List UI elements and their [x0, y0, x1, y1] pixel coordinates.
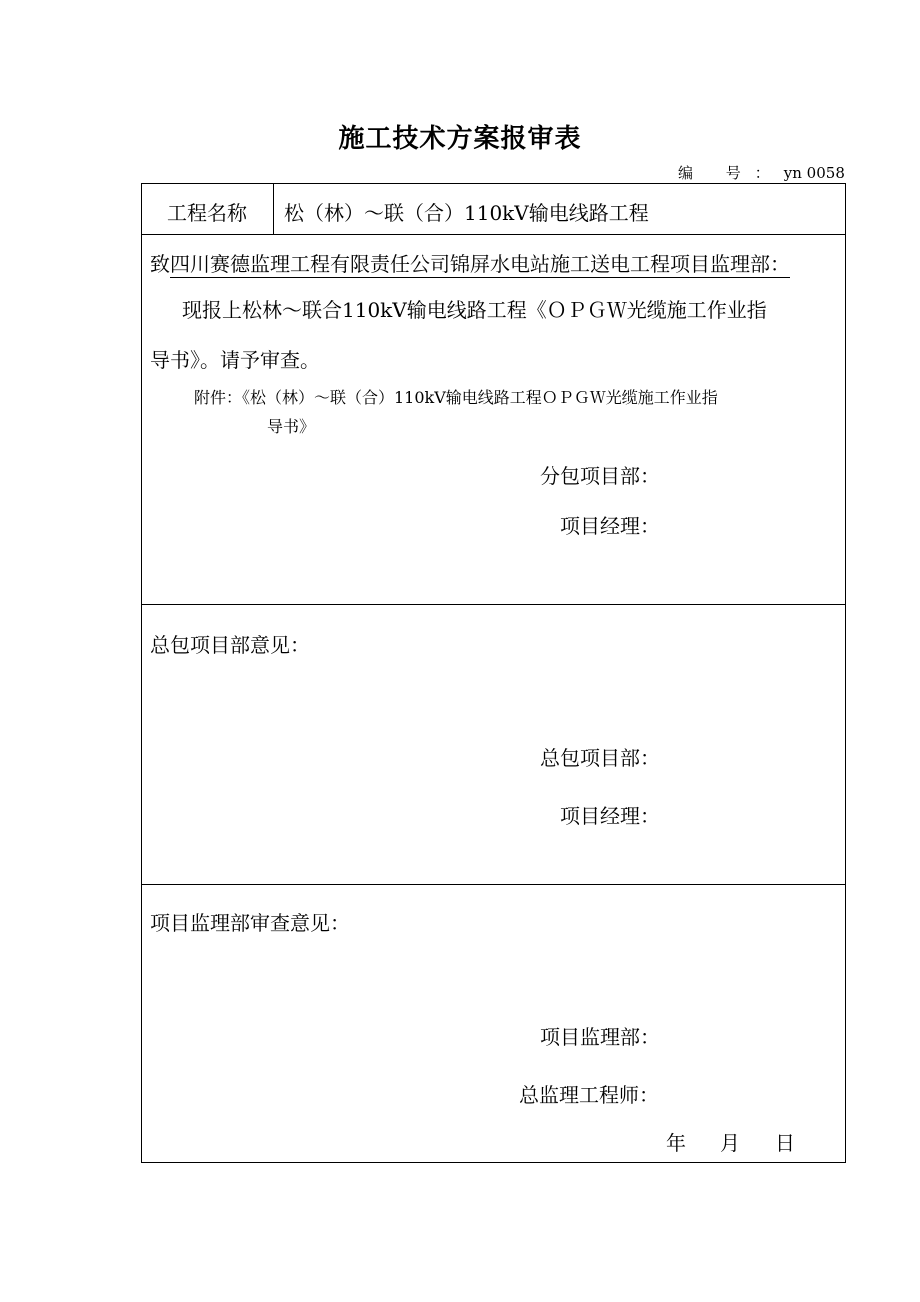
- addressee-prefix: 致: [150, 252, 170, 276]
- project-name-value[interactable]: 松（林）～联（合）110kV输电线路工程: [284, 201, 649, 225]
- doc-number-value: yn 0058: [783, 164, 845, 182]
- date-month[interactable]: 月: [720, 1131, 740, 1155]
- addressee: 四川赛德监理工程有限责任公司锦屏水电站施工送电工程项目监理部：: [170, 252, 790, 276]
- chief-engineer-signature[interactable]: 总监理工程师：: [519, 1083, 659, 1107]
- general-contractor-manager-signature[interactable]: 项目经理：: [560, 804, 660, 828]
- addressee-line: [150, 248, 790, 277]
- submission-body-line-2: 导书》。请予审查。: [150, 348, 320, 372]
- date-year[interactable]: 年: [666, 1131, 686, 1155]
- supervision-heading: 项目监理部审查意见：: [150, 911, 350, 935]
- project-name-label: 工程名称: [167, 201, 247, 225]
- row-divider-3: [142, 884, 845, 885]
- subcontractor-manager-signature[interactable]: 项目经理：: [560, 514, 660, 538]
- general-contractor-dept-signature[interactable]: 总包项目部：: [540, 746, 660, 770]
- doc-number: [678, 162, 845, 183]
- general-contractor-heading: 总包项目部意见：: [150, 633, 310, 657]
- row-divider-1: [142, 234, 845, 235]
- doc-number-label: 编 号：: [678, 164, 784, 182]
- row-divider-2: [142, 604, 845, 605]
- attachment-line-1: 附件：《松（林）～联（合）110kV输电线路工程ＯＰＧＷ光缆施工作业指: [194, 388, 718, 407]
- subcontractor-dept-signature[interactable]: 分包项目部：: [540, 464, 660, 488]
- review-form-table: [141, 183, 846, 1163]
- supervision-dept-signature[interactable]: 项目监理部：: [540, 1025, 660, 1049]
- submission-body-line-1: 现报上松林～联合110kV输电线路工程《ＯＰＧＷ光缆施工作业指: [182, 298, 767, 322]
- date-day[interactable]: 日: [775, 1131, 795, 1155]
- project-label-divider: [273, 184, 274, 234]
- attachment-line-2: 导书》: [267, 417, 316, 436]
- page-title: 施工技术方案报审表: [338, 124, 582, 154]
